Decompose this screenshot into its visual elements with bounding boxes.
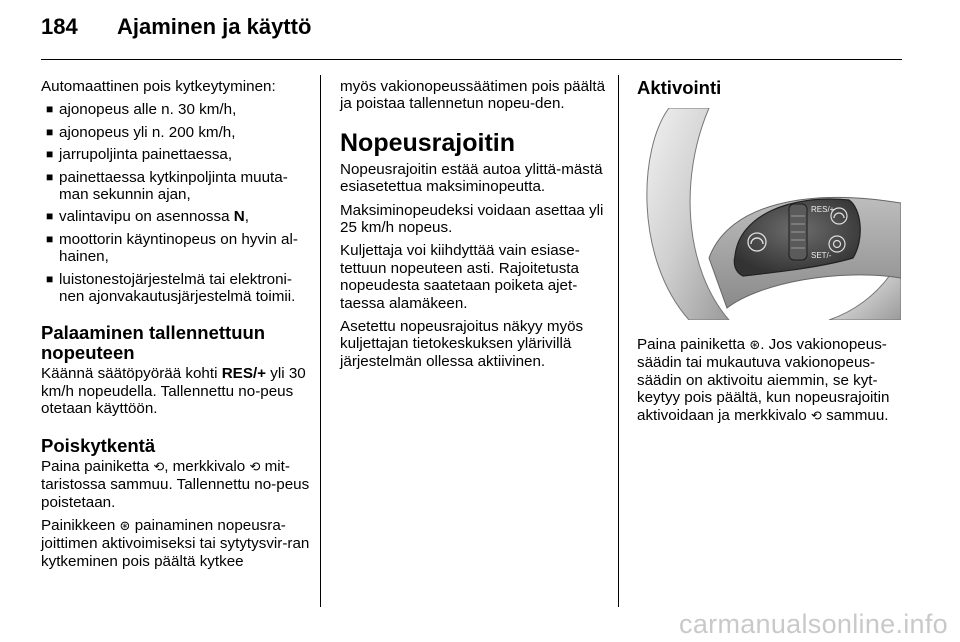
- activation-text: Paina painiketta ⊛. Jos vakionopeus-säädin tai mukautuva vakionopeus-säädin on aktivoitu aiemmin, se kyt-keytyy pois päältä, kun nopeusrajoitin aktivoidaan ja merkkivalo ⟲ sammuu.: [637, 336, 890, 424]
- off-text: Paina painiketta ⟲, merkkivalo ⟲ mit-taristossa sammuu. Tallennettu no-peus poistetaan.: [41, 457, 310, 511]
- column-divider-right: [618, 75, 619, 607]
- list-item: ■ ajonopeus yli n. 200 km/h,: [46, 123, 236, 141]
- bullet-icon: ■: [46, 124, 54, 139]
- activation-heading: Aktivointi: [637, 77, 722, 98]
- section-title: Nopeusrajoitin: [340, 128, 516, 157]
- page-title: Ajaminen ja käyttö: [117, 14, 312, 39]
- page-number: 184: [41, 14, 78, 39]
- set-label: SET/-: [811, 251, 832, 260]
- list-item: ■ luistonestojärjestelmä tai elektroni-nen ajonvakautusjärjestelmä toimii.: [46, 270, 296, 306]
- limiter-para-1: Nopeusrajoitin estää autoa ylittä-mästä esiasetettua maksiminopeutta.: [340, 160, 603, 196]
- speed-limiter-icon: ⊛: [119, 518, 131, 534]
- limiter-para-2: Maksiminopeudeksi voidaan asettaa yli 25 km/h nopeus.: [340, 201, 604, 237]
- header-rule: [41, 59, 902, 60]
- bullet-icon: ■: [46, 147, 54, 162]
- auto-off-list: [41, 101, 313, 305]
- cruise-control-icon: ⟲: [810, 408, 822, 424]
- bullet-icon: ■: [46, 209, 54, 224]
- steering-wheel-figure: [639, 108, 901, 320]
- bullet-icon: ■: [46, 102, 54, 117]
- res-label: RES/+: [221, 365, 267, 383]
- auto-off-intro: Automaattinen pois kytkeytyminen:: [41, 78, 276, 95]
- limiter-para-3: Kuljettaja voi kiihdyttää vain esiase-tettuun nopeuteen asti. Rajoitetusta nopeudesta saatetaan poiketa ajet-taessa alamäkeen.: [340, 242, 580, 312]
- res-label: RES/+: [811, 205, 835, 214]
- column-1: [41, 78, 313, 576]
- limiter-para-4: Asetettu nopeusrajoitus näkyy myös kuljettajan tietokeskuksen ylärivillä järjestelmän ollessa aktiivinen.: [340, 318, 584, 370]
- bullet-icon: ■: [46, 169, 54, 184]
- list-item: ■ moottorin käyntinopeus on hyvin al-hainen,: [46, 230, 298, 266]
- list-item: ■ ajonopeus alle n. 30 km/h,: [46, 101, 237, 119]
- list-item: ■ jarrupoljinta painettaessa,: [46, 146, 233, 164]
- resume-text: Käännä säätöpyörää kohti RES/+ yli 30 km/h nopeudella. Tallennettu no-peus otetaan käyttöön.: [41, 365, 306, 418]
- cruise-control-icon: ⟲: [153, 459, 165, 475]
- list-item: ■ painettaessa kytkinpoljinta muuta-man sekunnin ajan,: [46, 168, 288, 204]
- bullet-icon: ■: [46, 231, 54, 246]
- gear-position-n: N: [233, 208, 245, 226]
- resume-heading: Palaaminen tallennettuun nopeuteen: [41, 322, 266, 364]
- column-3: [637, 78, 905, 431]
- bullet-icon: ■: [46, 271, 54, 286]
- watermark: carmanualsonline.info: [679, 609, 948, 639]
- column-2: [340, 78, 610, 376]
- off-text-2: Painikkeen ⊛ painaminen nopeusra-joittimen aktivoimiseksi tai sytytysvir-ran kytkeminen pois päältä kytkee: [41, 516, 310, 570]
- list-item: ■ valintavipu on asennossa N,: [46, 208, 249, 226]
- speed-limiter-icon: ⊛: [749, 338, 761, 353]
- off-heading: Poiskytkentä: [41, 434, 156, 456]
- column-divider-left: [320, 75, 321, 607]
- cruise-control-icon: ⟲: [249, 459, 261, 475]
- continued-text: myös vakionopeussäätimen pois päältä ja poistaa tallennetun nopeu-den.: [340, 78, 606, 113]
